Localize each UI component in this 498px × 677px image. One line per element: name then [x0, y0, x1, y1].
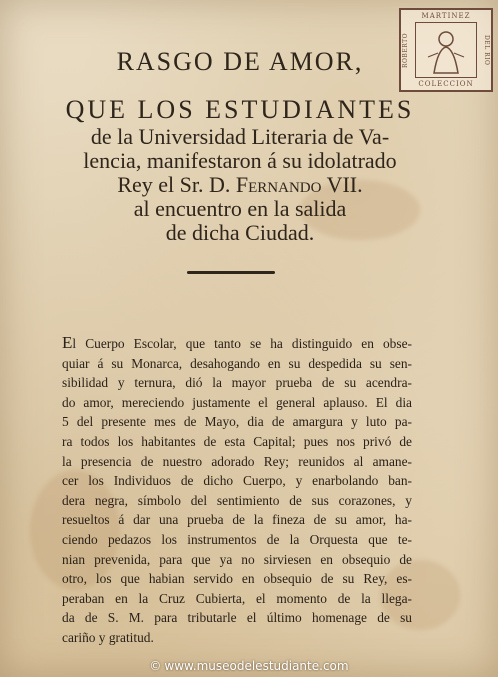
body-line: cariño y gratitud. [62, 629, 154, 645]
stamp-bottom-text: COLECCION [418, 80, 474, 88]
body-line: la presencia de nuestro adorado Rey; reunidos al amane- [62, 453, 412, 469]
body-line: peraban en la Cruz Cubierta, el momento de la llega- [62, 590, 412, 606]
body-line: quiar á su Monarca, desahogando en su despedida su sen- [62, 355, 412, 371]
footer-url: www.museodelestudiante.com [164, 659, 349, 673]
title-line-5-prefix: Rey el Sr. D. [117, 172, 231, 197]
body-line: resueltos á dar una prueba de la fineza de su amor, ha- [62, 512, 412, 528]
body-line-text: l Cuerpo Escolar, que tanto se ha distinguido en obse- [72, 336, 412, 351]
body-line: ra todos los habitantes de esta Capital; pues nos privó de [62, 433, 412, 449]
body-paragraph [62, 333, 412, 648]
footer-watermark [0, 659, 498, 675]
body-line: otro, los que habian servido en obsequio de su Rey, es- [62, 571, 412, 587]
stamp-top-text: MARTINEZ [421, 12, 471, 20]
body-line: cer los Individuos de dicho Cuerpo, y enarbolando ban- [62, 473, 412, 489]
stamp-left-text: ROBERTO [402, 32, 409, 68]
body-line: da de S. M. para tributarle el último homenage de su [62, 610, 412, 626]
title-line-7: de dicha Ciudad. [165, 220, 315, 245]
title-line-2: QUE LOS ESTUDIANTES [65, 95, 415, 124]
title-line-5 [40, 173, 440, 197]
body-line: 5 del presente mes de Mayo, dia de amargura y luto pa- [62, 414, 412, 430]
title-line-1: RASGO DE AMOR, [116, 47, 364, 76]
body-line: nian prevenida, para que ya no sirviesen en obsequio de [62, 551, 412, 567]
document-title [40, 47, 440, 245]
body-line [62, 333, 412, 354]
title-king-name: Fernando [235, 172, 322, 197]
body-line: ciendo pedazos los instrumentos de la Orquesta que te- [62, 531, 412, 547]
body-line: sibilidad y ternura, dió la mayor prueba de su acendra- [62, 375, 412, 391]
body-line: do amor, mereciendo justamente el general aplauso. El dia [62, 394, 412, 410]
stamp-right-text: DEL RIO [483, 34, 490, 66]
copyright-icon: © [149, 659, 162, 673]
title-line-3: de la Universidad Literaria de Va- [90, 124, 390, 149]
body-line: dera negra, símbolo del sentimiento de sus corazones, y [62, 492, 412, 508]
title-line-6: al encuentro en la salida [133, 196, 347, 221]
drop-cap: E [62, 333, 73, 352]
title-line-4: lencia, manifestaron á su idolatrado [83, 148, 397, 173]
title-line-5-suffix: VII. [326, 172, 363, 197]
title-divider [187, 271, 275, 274]
